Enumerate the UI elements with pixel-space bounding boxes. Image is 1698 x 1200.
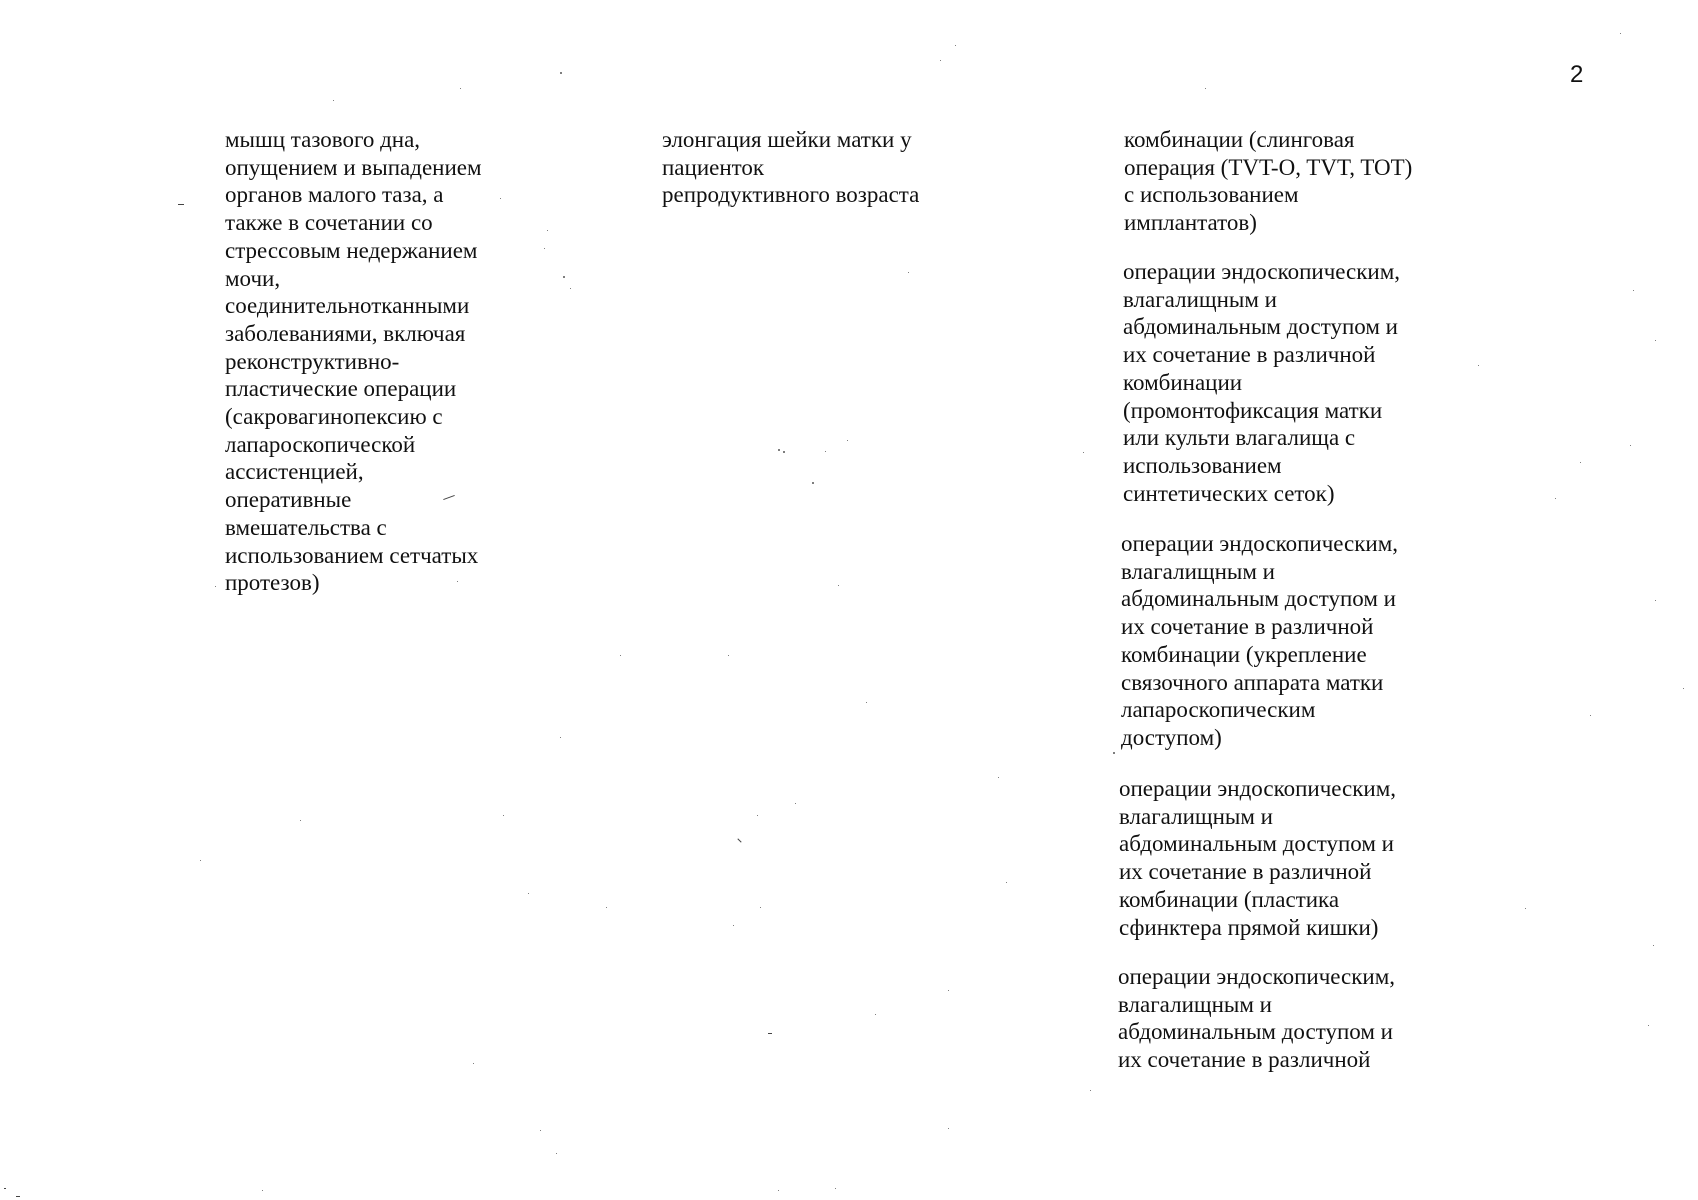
scan-speck — [1648, 1025, 1649, 1026]
scan-speck — [812, 482, 814, 484]
scan-speck — [503, 815, 504, 816]
scan-speck — [333, 100, 334, 101]
scan-speck — [540, 1130, 541, 1131]
scan-speck — [1630, 445, 1631, 446]
scan-speck — [1083, 452, 1084, 453]
scan-speck — [500, 198, 501, 199]
scan-mark — [768, 1033, 772, 1034]
scan-speck — [760, 907, 761, 908]
scan-speck — [544, 248, 545, 249]
scan-speck — [570, 288, 571, 289]
scan-speck — [733, 925, 734, 926]
scan-speck — [838, 585, 839, 586]
scan-speck — [1655, 600, 1656, 601]
scan-speck — [1525, 908, 1526, 909]
scan-speck — [560, 737, 561, 738]
scan-speck — [560, 72, 562, 74]
scan-speck — [778, 1190, 779, 1191]
scan-speck — [262, 1190, 263, 1191]
scan-speck — [563, 276, 565, 278]
scan-speck — [547, 230, 548, 231]
scan-speck — [1655, 340, 1656, 341]
scan-speck — [1633, 290, 1634, 291]
scan-speck — [457, 581, 458, 582]
scan-speck — [847, 440, 848, 441]
column-3-paragraph-5: операции эндоскопическим, влагалищным и абдоминальным доступом и их сочетание в различной — [1118, 964, 1396, 1073]
scan-speck — [908, 272, 909, 273]
scan-speck — [955, 45, 956, 46]
column-3-paragraph-3: операции эндоскопическим, влагалищным и абдоминальным доступом и их сочетание в различной комбинации (укрепление связочного аппарата матки лапароскопическим доступом) — [1121, 531, 1399, 750]
scan-speck — [795, 803, 796, 804]
scan-speck — [875, 1014, 876, 1015]
scan-speck — [1555, 498, 1556, 499]
scan-speck — [528, 893, 529, 894]
scan-speck — [1113, 752, 1115, 754]
scan-speck — [1205, 88, 1206, 89]
scan-speck — [948, 990, 949, 991]
page-number: 2 — [1570, 61, 1584, 88]
scan-speck — [998, 777, 999, 778]
scan-speck — [1683, 688, 1684, 689]
scan-mark — [4, 1188, 6, 1189]
scan-speck — [778, 449, 780, 451]
scan-mark — [178, 204, 184, 205]
column-3-paragraph-4: операции эндоскопическим, влагалищным и абдоминальным доступом и их сочетание в различной комбинации (пластика сфинктера прямой кишки) — [1119, 776, 1397, 940]
column-2-text: элонгация шейки матки у пациенток репродуктивного возраста — [662, 127, 920, 208]
scan-speck — [620, 655, 621, 656]
column-1-text: мышц тазового дна, опущением и выпадением органов малого таза, а также в сочетании со стрессовым недержанием мочи, соединительнотканными заболеваниями, включая реконструктивно- пластические операции (сакровагинопексию с лапароскопической ассистенцией, оперативные вмешательства с использованием сетчатых протезов) — [225, 127, 482, 596]
scan-speck — [556, 1153, 557, 1154]
scan-mark — [737, 838, 741, 842]
scan-speck — [473, 1063, 474, 1064]
scan-mark — [16, 1196, 20, 1197]
scan-speck — [300, 820, 301, 821]
scan-speck — [940, 60, 941, 61]
scan-speck — [783, 451, 785, 453]
scan-speck — [1580, 462, 1581, 463]
column-3-paragraph-2: операции эндоскопическим, влагалищным и абдоминальным доступом и их сочетание в различной комбинации (промонтофиксация матки или культи влагалища с использованием синтетических сеток) — [1123, 259, 1401, 506]
scan-speck — [1590, 715, 1591, 716]
scan-speck — [1620, 33, 1621, 34]
scan-speck — [215, 586, 216, 587]
scan-speck — [866, 702, 867, 703]
scan-speck — [606, 907, 607, 908]
scan-speck — [825, 451, 826, 452]
scan-speck — [835, 1188, 836, 1189]
scan-speck — [948, 1128, 949, 1129]
scan-speck — [728, 655, 729, 656]
scan-speck — [757, 815, 758, 816]
scan-speck — [1090, 1090, 1091, 1091]
scan-speck — [460, 88, 461, 89]
scan-speck — [1478, 365, 1479, 366]
column-3-paragraph-1: комбинации (слинговая операция (TVT-O, TVT, TOT) с использованием имплантатов) — [1124, 127, 1413, 236]
scan-speck — [1006, 882, 1007, 883]
scan-speck — [200, 860, 201, 861]
scan-speck — [1653, 945, 1654, 946]
